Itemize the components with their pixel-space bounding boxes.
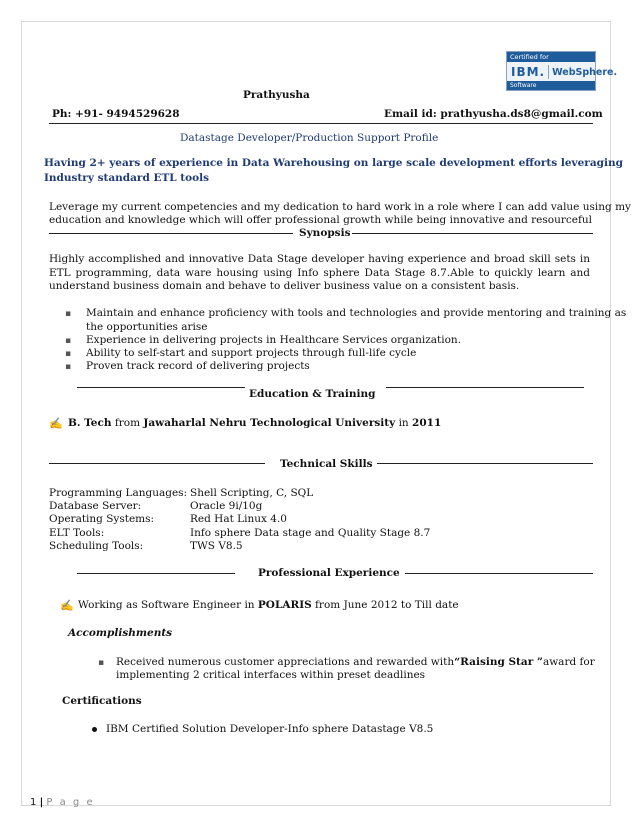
page-number: 1 (30, 797, 37, 808)
accomplishment-line-1 (116, 656, 595, 669)
skills-rule-right (377, 463, 593, 464)
logo-product-text: WebSphere. (552, 66, 618, 78)
logo-bottom-text: Software (507, 81, 595, 90)
accomplishments-heading: Accomplishments (68, 627, 173, 639)
certifications-heading: Certifications (62, 695, 142, 707)
work-dates: from June 2012 to Till date (315, 599, 459, 611)
certification-item: IBM Certified Solution Developer-Info sphere Datastage V8.5 (106, 723, 434, 735)
bullet-icon: ▪ (65, 349, 72, 359)
skill-label: Programming Languages: (49, 487, 188, 499)
bullet-icon: ▪ (65, 336, 72, 346)
skill-value: Red Hat Linux 4.0 (190, 513, 287, 525)
candidate-name: Prathyusha (243, 89, 310, 101)
accomplishment-award-suffix: award for (542, 656, 595, 668)
skills-rule-left (49, 463, 265, 464)
education-heading: Education & Training (249, 388, 376, 400)
summary-line-2: Industry standard ETL tools (44, 172, 210, 184)
ibm-websphere-logo (506, 51, 618, 91)
synopsis-rule-right (352, 233, 593, 234)
education-in: in (398, 417, 409, 429)
synopsis-bullet-4: Proven track record of delivering projects (86, 360, 310, 372)
objective-line-1: Leverage my current competencies and my dedication to hard work in a role where I can add value using my (49, 201, 631, 213)
experience-rule-right (405, 573, 593, 574)
education-rule-left (77, 387, 245, 388)
pencil-bullet-icon: ✍ (60, 599, 74, 612)
skill-value: Shell Scripting, C, SQL (190, 487, 314, 499)
synopsis-heading: Synopsis (299, 227, 351, 239)
logo-ibm-text: IBM. (507, 65, 549, 79)
profile-title: Datastage Developer/Production Support Profile (180, 132, 439, 144)
objective-line-2: education and knowledge which will offer professional growth while being innovative and resourceful (49, 214, 592, 226)
graduation-year: 2011 (412, 417, 442, 429)
synopsis-rule-left (49, 233, 293, 234)
header-divider (49, 123, 593, 124)
accomplishment-line-2: implementing 2 critical interfaces within preset deadlines (116, 669, 426, 681)
work-entry (78, 599, 459, 612)
skills-heading: Technical Skills (280, 458, 373, 470)
synopsis-bullet-2: Experience in delivering projects in Healthcare Services organization. (86, 334, 462, 346)
experience-heading: Professional Experience (258, 567, 400, 579)
synopsis-bullet-3: Ability to self-start and support projects through full-life cycle (86, 347, 417, 359)
company-name: POLARIS (257, 599, 312, 611)
summary-line-1: Having 2+ years of experience in Data Warehousing on large scale development efforts leveraging (44, 157, 623, 169)
skill-label: Operating Systems: (49, 513, 155, 525)
page-label: P a g e (46, 797, 95, 808)
bullet-icon: ▪ (65, 362, 72, 372)
skill-label: ELT Tools: (49, 527, 105, 539)
education-entry (68, 417, 441, 430)
skill-label: Database Server: (49, 500, 142, 512)
award-name: “Raising Star ” (454, 656, 543, 668)
synopsis-bullet-1-cont: the opportunities arise (86, 321, 208, 333)
logo-top-text: Certified for (507, 52, 595, 62)
bullet-icon: ▪ (65, 309, 72, 319)
skill-value: Info sphere Data stage and Quality Stage 8.7 (190, 527, 431, 539)
skill-value: TWS V8.5 (190, 540, 243, 552)
skill-value: Oracle 9i/10g (190, 500, 263, 512)
pencil-bullet-icon: ✍ (49, 417, 63, 430)
education-from: from (114, 417, 141, 429)
email-address: Email id: prathyusha.ds8@gmail.com (384, 108, 603, 120)
page-footer (30, 797, 95, 808)
bullet-icon: ▪ (98, 658, 105, 668)
synopsis-bullet-1: Maintain and enhance proficiency with tools and technologies and provide mentoring and training as (86, 307, 627, 319)
skill-label: Scheduling Tools: (49, 540, 144, 552)
university-name: Jawaharlal Nehru Technological University (143, 417, 396, 429)
accomplishment-text: Received numerous customer appreciations and rewarded with (116, 656, 455, 668)
footer-separator: | (39, 797, 44, 808)
phone-number: Ph: +91- 9494529628 (52, 108, 180, 120)
education-rule-right (386, 387, 584, 388)
experience-rule-left (77, 573, 235, 574)
bullet-dot-icon (92, 727, 97, 732)
degree-name: B. Tech (68, 417, 112, 429)
work-role: Working as Software Engineer in (78, 599, 255, 611)
synopsis-paragraph: Highly accomplished and innovative Data Stage developer having experience and broad skill sets in ETL programming, data ware housing using Info sphere Data Stage 8.7.Able to quickly learn and understand business domain and behave to deliver business value on a consistent basis. (49, 253, 590, 292)
